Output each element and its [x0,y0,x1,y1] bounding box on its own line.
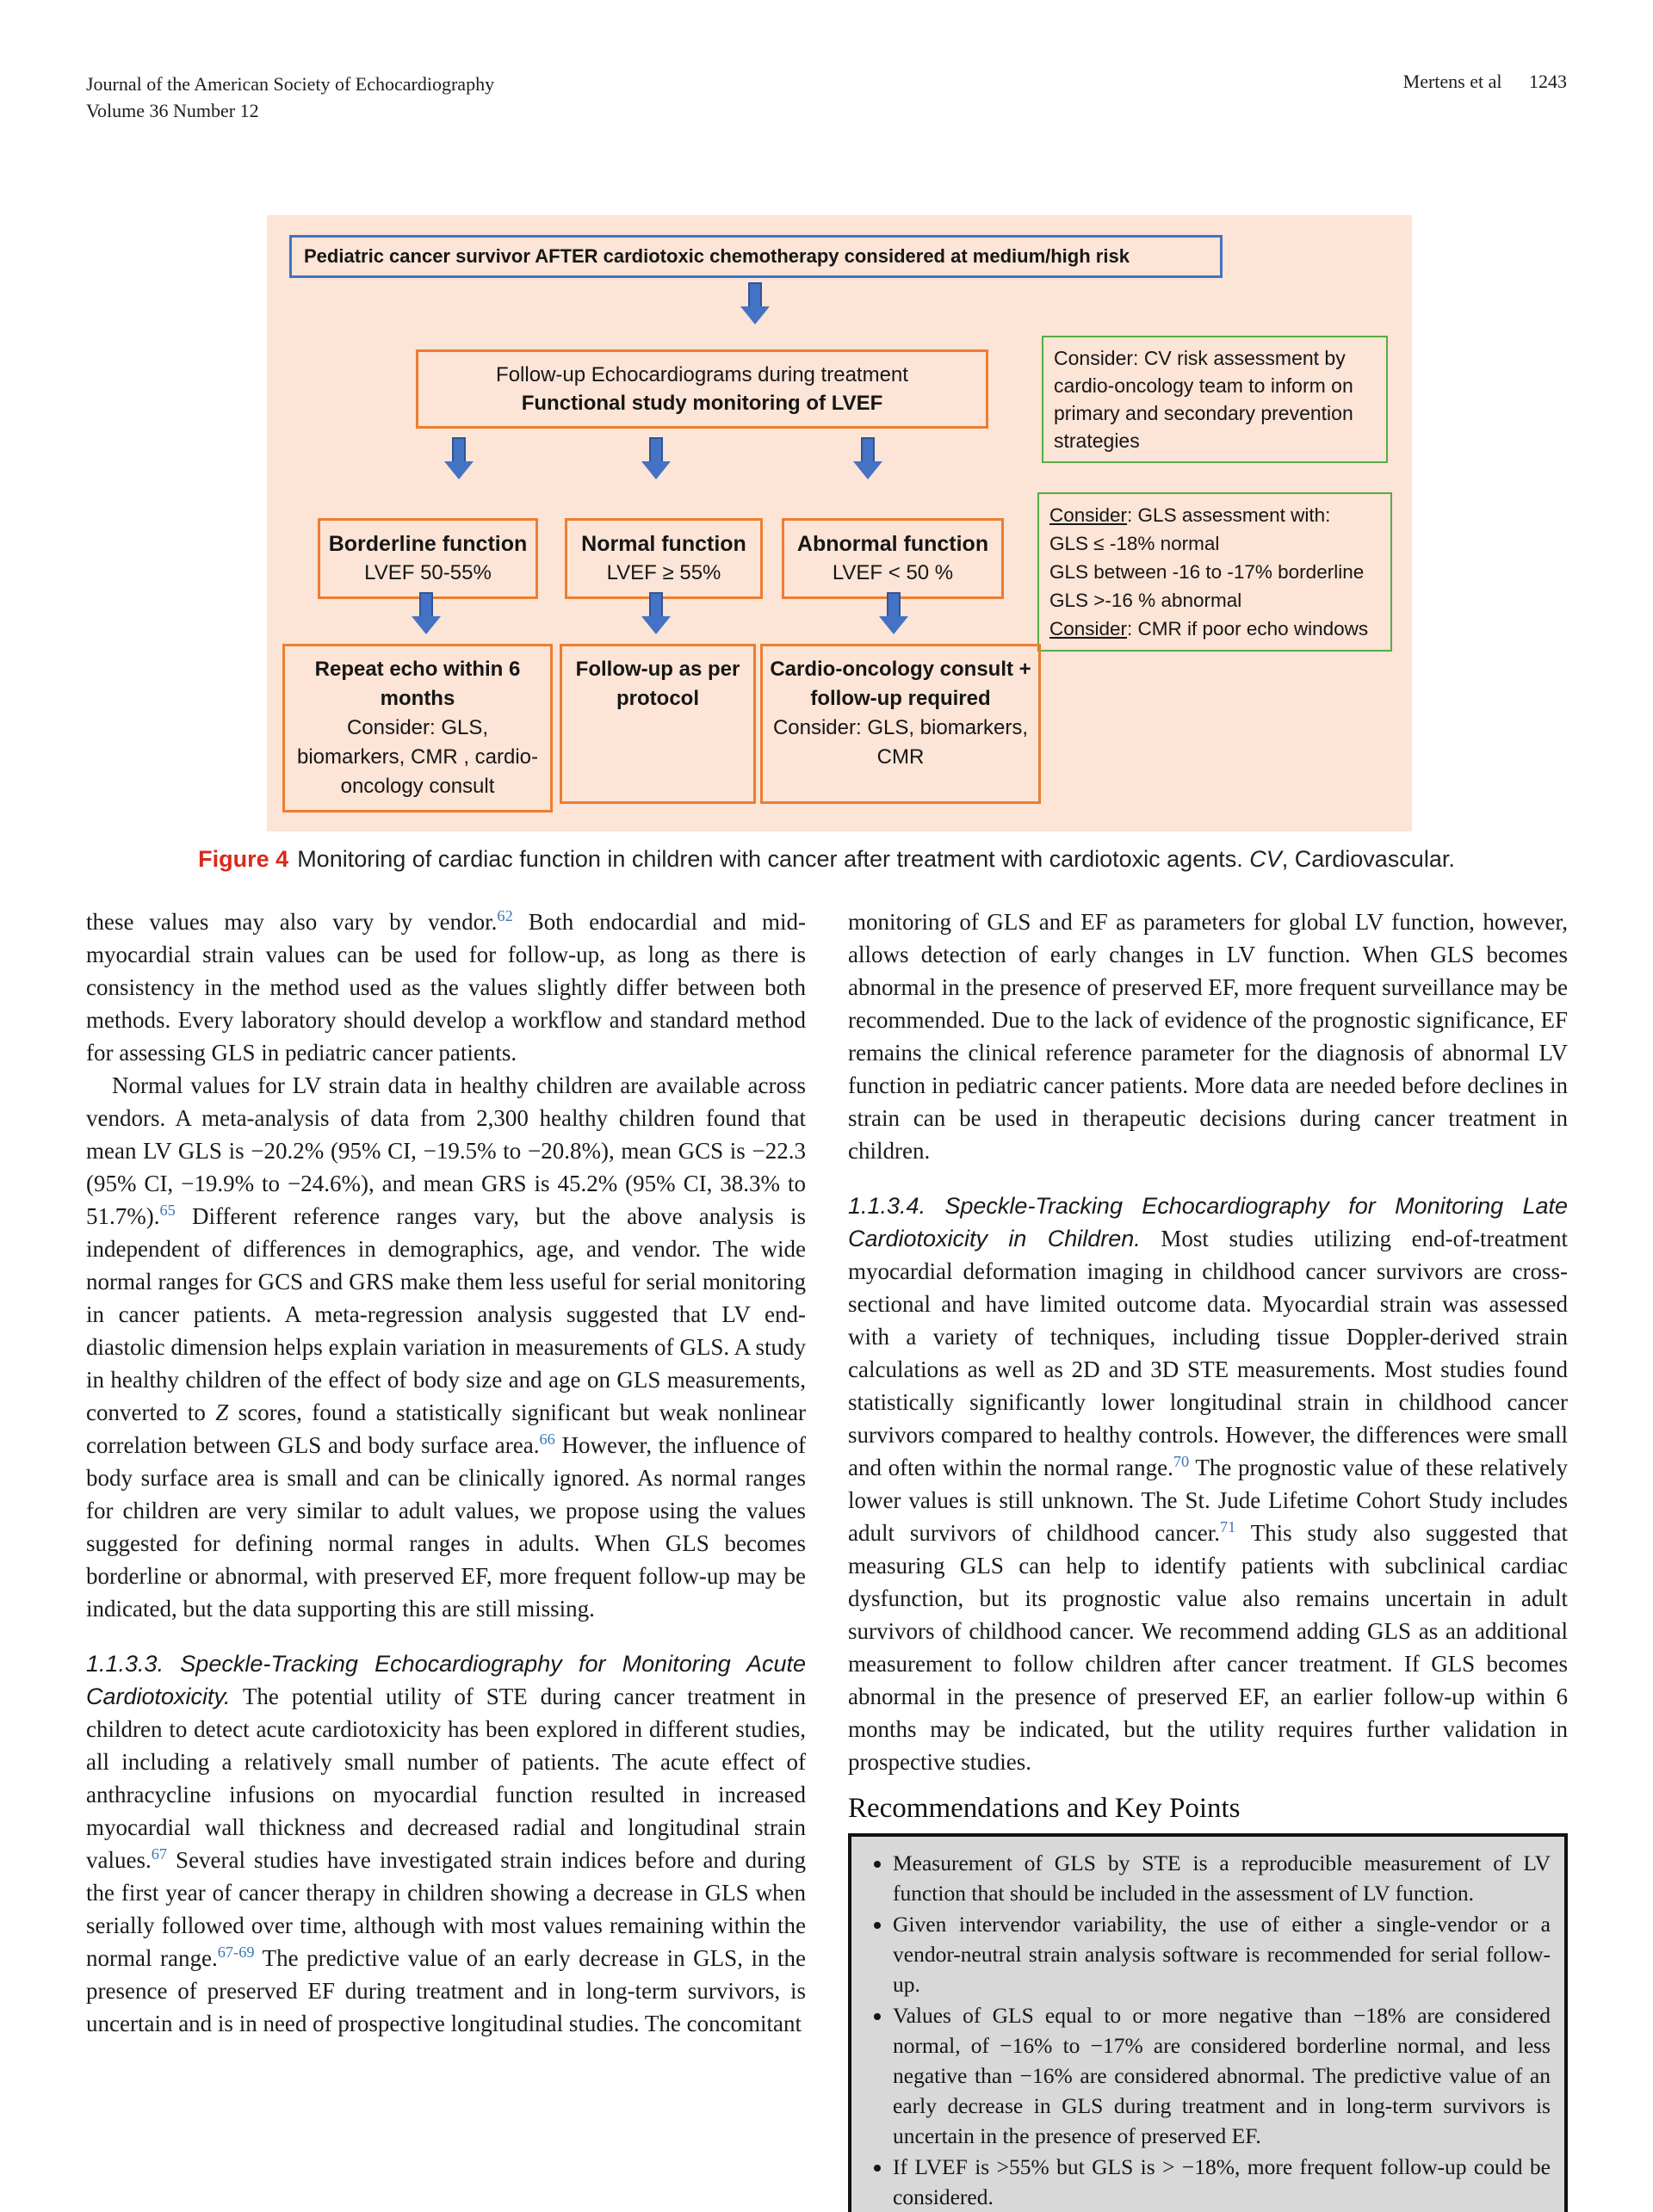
figure-caption-label: Figure 4 [198,846,289,872]
gls-assessment-consider-box: Consider: GLS assessment with: GLS ≤ -18% normal GLS between -16 to -17% borderline GLS >-16 % abnormal Consider: CMR if poor echo windows [1037,492,1392,652]
article-left-column [86,905,806,2040]
recommendation-item: • Values of GLS equal to or more negative than −18% are considered normal, of −16% to −17% are considered borderline normal, and less negative than −16% are considered abnormal. The predictive value of an early decrease in GLS during treatment and in long-term survivors is uncertain in the presence of preserved EF. [893,2000,1551,2151]
page-header-right [1403,71,1567,93]
paragraph: monitoring of GLS and EF as parameters for global LV function, however, allows detection of early changes in LV function. When GLS becomes abnormal in the presence of preserved EF, more frequent surveillance may be recommended. Due to the lack of evidence of the prognostic significance, EF remains the clinical reference parameter for the diagnosis of abnormal LV function in pediatric cancer patients. More data are needed before declines in strain can be used in therapeutic decisions during cancer treatment in children. [848,909,1568,1164]
followup-echo-line2: Functional study monitoring of LVEF [521,392,883,415]
arrow-down-icon [443,437,474,479]
cardio-oncology-consult-box: Cardio-oncology consult + follow-up required Consider: GLS, biomarkers, CMR [760,644,1041,804]
arrow-down-icon [878,592,909,634]
page-header-left [86,71,494,124]
page-number: 1243 [1529,71,1567,92]
figure-caption [0,846,1653,873]
repeat-echo-box: Repeat echo within 6 months Consider: GLS, biomarkers, CMR , cardio-oncology consult [282,644,553,813]
abnormal-function-box: Abnormal function LVEF < 50 % [782,518,1004,599]
followup-echo-line1: Follow-up Echocardiograms during treatment [496,363,908,386]
section-1-1-3-4-paragraph: 1.1.3.4. Speckle-Tracking Echocardiography for Monitoring Late Cardiotoxicity in Children. Most studies utilizing end-of-treatment myocardial deformation imaging in childhood cancer survivors are cross-sectional and have limited outcome data. Myocardial strain was assessed with a variety of techniques, including tissue Doppler-derived strain calculations as well as 2D and 3D STE measurements. Most studies found statistically significantly lower longitudinal strain in childhood cancer survivors compared to healthy controls. However, the differences were small and often within the normal range.$^{70}$ The prognostic value of these relatively lower values is still unknown. The St. Jude Lifetime Cohort Study includes adult survivors of childhood cancer.$^{71}$ This study also suggested that measuring GLS can help to identify patients with subclinical cardiac dysfunction, but its prognostic value also remains uncertain in adult survivors of childhood cancer. We recommend adding GLS as an additional measurement to follow children after cancer treatment. If GLS becomes abnormal in the presence of preserved EF, an earlier follow-up within 6 months may be indicated, but the utility requires further validation in prospective studies. [848,1193,1568,1775]
journal-title: Journal of the American Society of Echocardiography [86,73,495,95]
recommendations-list [862,1848,1551,2212]
article-right-column [848,905,1568,2212]
arrow-down-icon [411,592,442,634]
paragraph: Normal values for LV strain data in healthy children are available across vendors. A meta-analysis of data from 2,300 healthy children found that mean LV GLS is −20.2% (95% CI, −19.5% to −20.8%), mean GCS is −22.3 (95% CI, −19.9% to −24.6%), and mean GRS is 45.2% (95% CI, 38.3% to 51.7%).$^{65}$ Different reference ranges vary, but the above analysis is independent of differences in demographics, age, and vendor. The wide normal ranges for GCS and GRS make them less useful for serial monitoring in cancer patients. A meta-regression analysis suggested that LV end-diastolic dimension helps explain variation in measurements of GLS. A study in healthy children of the effect of body size and age on GLS measurements, converted to Z scores, found a statistically significant but weak nonlinear correlation between GLS and body surface area.$^{66}$ However, the influence of body surface area is small and can be clinically ignored. As normal ranges for children are very similar to adult values, we propose using the values suggested for defining normal ranges in adults. When GLS becomes borderline or abnormal, with preserved EF, more frequent follow-up may be indicated, but the data supporting this are still missing. [86,1072,806,1622]
recommendation-item: • If LVEF is >55% but GLS is > −18%, more frequent follow-up could be considered. [893,2152,1551,2212]
authors-ref: Mertens et al [1402,71,1502,92]
arrow-down-icon [852,437,883,479]
paragraph: these values may also vary by vendor.$^{62}$ Both endocardial and mid-myocardial strain values can be used for follow-up, as long as there is consistency in the method used as the values slightly differ between both methods. Every laboratory should develop a workflow and standard method for assessing GLS in pediatric cancer patients. [86,906,806,1066]
recommendation-item: • Measurement of GLS by STE is a reproducible measurement of LV function that should be included in the assessment of LV function. [893,1848,1551,1908]
arrow-down-icon [641,437,672,479]
recommendation-item: • Given intervendor variability, the use of either a single-vendor or a vendor-neutral strain analysis software is recommended for serial follow-up. [893,1909,1551,1999]
arrow-down-icon [740,282,771,324]
recommendations-box [848,1833,1568,2212]
figure-4-flowchart [267,215,1412,831]
recommendations-heading: Recommendations and Key Points [848,1793,1241,1824]
normal-function-box: Normal function LVEF ≥ 55% [565,518,763,599]
cv-risk-consider-box: Consider: CV risk assessment by cardio-oncology team to inform on primary and secondary prevention strategies [1042,336,1388,463]
followup-protocol-box: Follow-up as per protocol [560,644,756,804]
flowchart-title-box: Pediatric cancer survivor AFTER cardiotoxic chemotherapy considered at medium/high risk [289,235,1223,278]
followup-echo-box [416,349,988,429]
arrow-down-icon [641,592,672,634]
section-1-1-3-3-paragraph: 1.1.3.3. Speckle-Tracking Echocardiography for Monitoring Acute Cardiotoxicity. The potential utility of STE during cancer treatment in children to detect acute cardiotoxicity has been explored in different studies, all including a relatively small number of patients. The acute effect of anthracycline infusions on myocardial function resulted in increased myocardial wall thickness and decreased radial and longitudinal strain values.$^{67}$ Several studies have investigated strain indices before and during the first year of cancer therapy in children showing a decrease in GLS when serially followed over time, although with most values remaining within the normal range.$^{67-69}$ The predictive value of an early decrease in GLS, in the presence of preserved EF during treatment and in long-term survivors, is uncertain and is in need of prospective longitudinal studies. The concomitant [86,1651,806,2036]
figure-caption-text: Monitoring of cardiac function in children with cancer after treatment with cardiotoxic agents. CV, Cardiovascular. [297,846,1455,872]
borderline-function-box: Borderline function LVEF 50-55% [318,518,538,599]
journal-volume: Volume 36 Number 12 [86,100,259,121]
